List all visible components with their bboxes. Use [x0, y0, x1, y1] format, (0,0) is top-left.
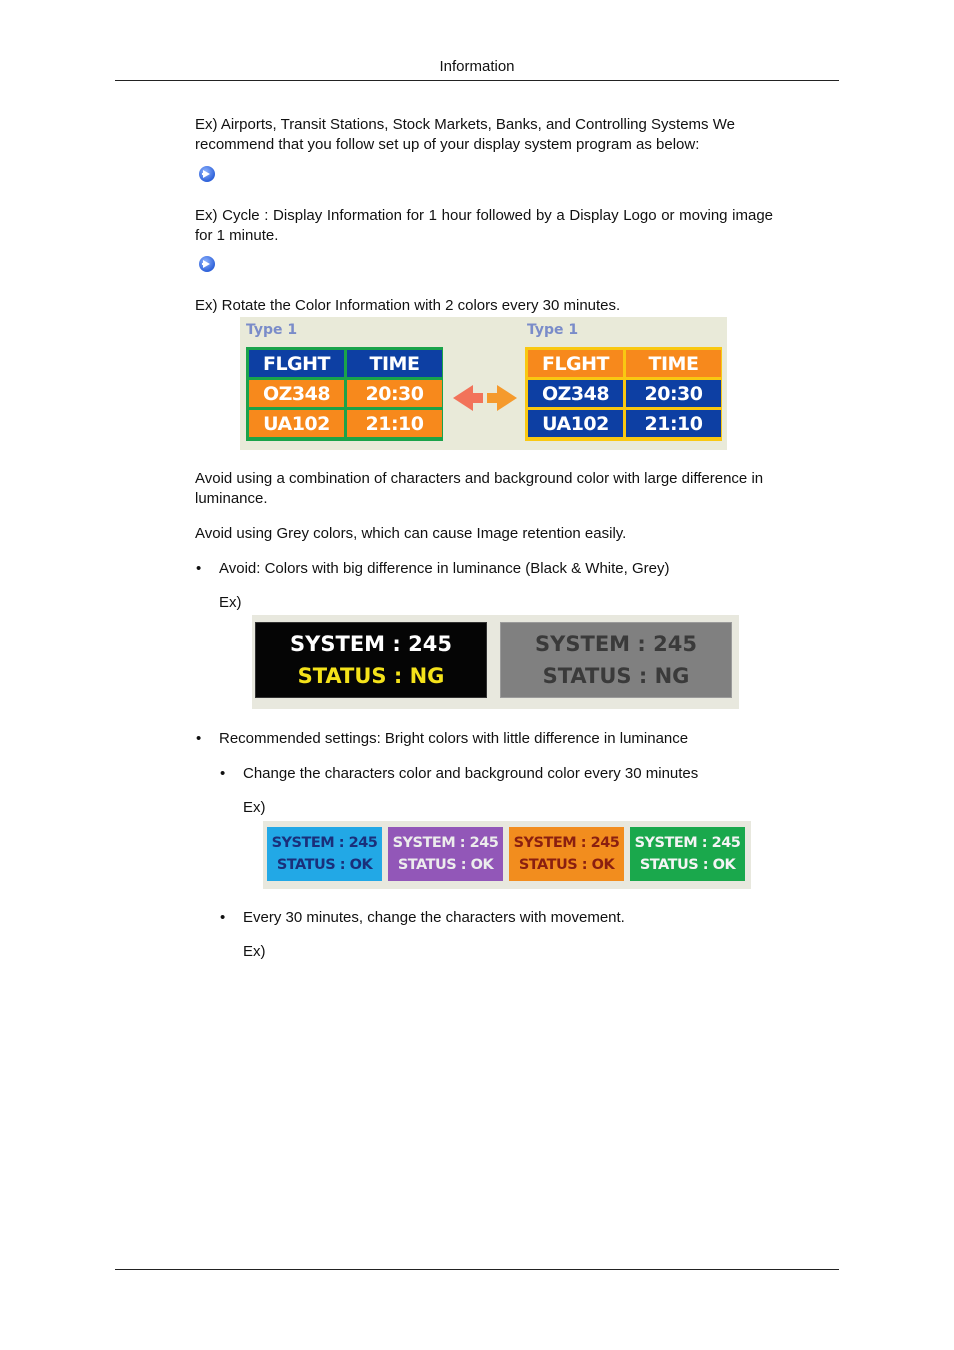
status-line-status: STATUS : OK: [639, 857, 736, 873]
flight-board-right-grid: [528, 350, 719, 437]
blue-circle-arrow-icon: [199, 166, 215, 182]
bullet-avoid: [196, 559, 670, 578]
board-cell: 21:10: [347, 410, 442, 437]
page-header-title: Information: [439, 58, 515, 75]
board-cell: 20:30: [626, 380, 721, 407]
flight-board-figure: [240, 317, 727, 450]
bullet-dot: •: [196, 560, 202, 577]
status-panel-orange: [509, 827, 624, 881]
status-panel-grey: [500, 622, 732, 698]
status-panel-green: [630, 827, 745, 881]
status-panel-blue: [267, 827, 382, 881]
bullet-dot: •: [196, 730, 202, 747]
sub-bullet-movement-text: Every 30 minutes, change the characters with movement.: [243, 909, 625, 926]
board-cell: FLGHT: [528, 350, 623, 377]
sub-bullet-movement: [220, 908, 625, 927]
header-rule: [115, 80, 839, 81]
paragraph-rotate: Ex) Rotate the Color Information with 2 colors every 30 minutes.: [195, 297, 621, 314]
ex-label: Ex): [243, 799, 266, 816]
status-line-status: STATUS : NG: [542, 664, 690, 688]
status-line-status: STATUS : NG: [297, 664, 445, 688]
board-cell: TIME: [626, 350, 721, 377]
orange-double-arrow-icon: [453, 385, 517, 411]
board-cell: 21:10: [626, 410, 721, 437]
sub-bullet-change-colors: [220, 764, 699, 783]
footer-rule: [115, 1269, 839, 1270]
type-label-left: Type 1: [246, 322, 298, 338]
status-line-system: SYSTEM : 245: [513, 835, 620, 851]
paragraph-cycle: Ex) Cycle : Display Information for 1 hour followed by a Display Logo or moving image for 1 minute.: [195, 207, 773, 244]
board-cell: 20:30: [347, 380, 442, 407]
ex-label: Ex): [219, 594, 242, 611]
status-line-system: SYSTEM : 245: [290, 632, 452, 656]
paragraph-luminance: Avoid using a combination of characters and background color with large difference in luminance.: [195, 470, 764, 507]
status-line-status: STATUS : OK: [276, 857, 373, 873]
flight-board-right: [525, 347, 722, 441]
status-panel-purple: [388, 827, 503, 881]
paragraph-grey: Avoid using Grey colors, which can cause Image retention easily.: [195, 525, 627, 542]
status-line-system: SYSTEM : 245: [535, 632, 697, 656]
type-label-right: Type 1: [527, 322, 579, 338]
status-line-status: STATUS : OK: [518, 857, 615, 873]
board-cell: OZ348: [249, 380, 344, 407]
status-line-status: STATUS : OK: [397, 857, 494, 873]
board-cell: FLGHT: [249, 350, 344, 377]
status-line-system: SYSTEM : 245: [634, 835, 741, 851]
board-cell: UA102: [249, 410, 344, 437]
board-cell: UA102: [528, 410, 623, 437]
status-line-system: SYSTEM : 245: [392, 835, 499, 851]
blue-circle-arrow-icon: [199, 256, 215, 272]
paragraph-airports: Ex) Airports, Transit Stations, Stock Markets, Banks, and Controlling Systems We recommend that you follow set up of your display system program as below:: [195, 116, 735, 153]
bullet-avoid-text: Avoid: Colors with big difference in luminance (Black & White, Grey): [219, 560, 670, 577]
bullet-recommended-text: Recommended settings: Bright colors with little difference in luminance: [219, 730, 689, 747]
flight-board-left: [246, 347, 443, 441]
ex-label: Ex): [243, 943, 266, 960]
sub-bullet-change-colors-text: Change the characters color and background color every 30 minutes: [243, 765, 699, 782]
board-cell: OZ348: [528, 380, 623, 407]
bullet-recommended: [196, 729, 689, 748]
board-cell: TIME: [347, 350, 442, 377]
recommended-examples-figure: [263, 821, 751, 889]
avoid-examples-figure: [252, 615, 739, 709]
flight-board-left-grid: [249, 350, 440, 437]
status-panel-black: [255, 622, 487, 698]
bullet-dot: •: [220, 765, 226, 782]
status-line-system: SYSTEM : 245: [271, 835, 378, 851]
bullet-dot: •: [220, 909, 226, 926]
